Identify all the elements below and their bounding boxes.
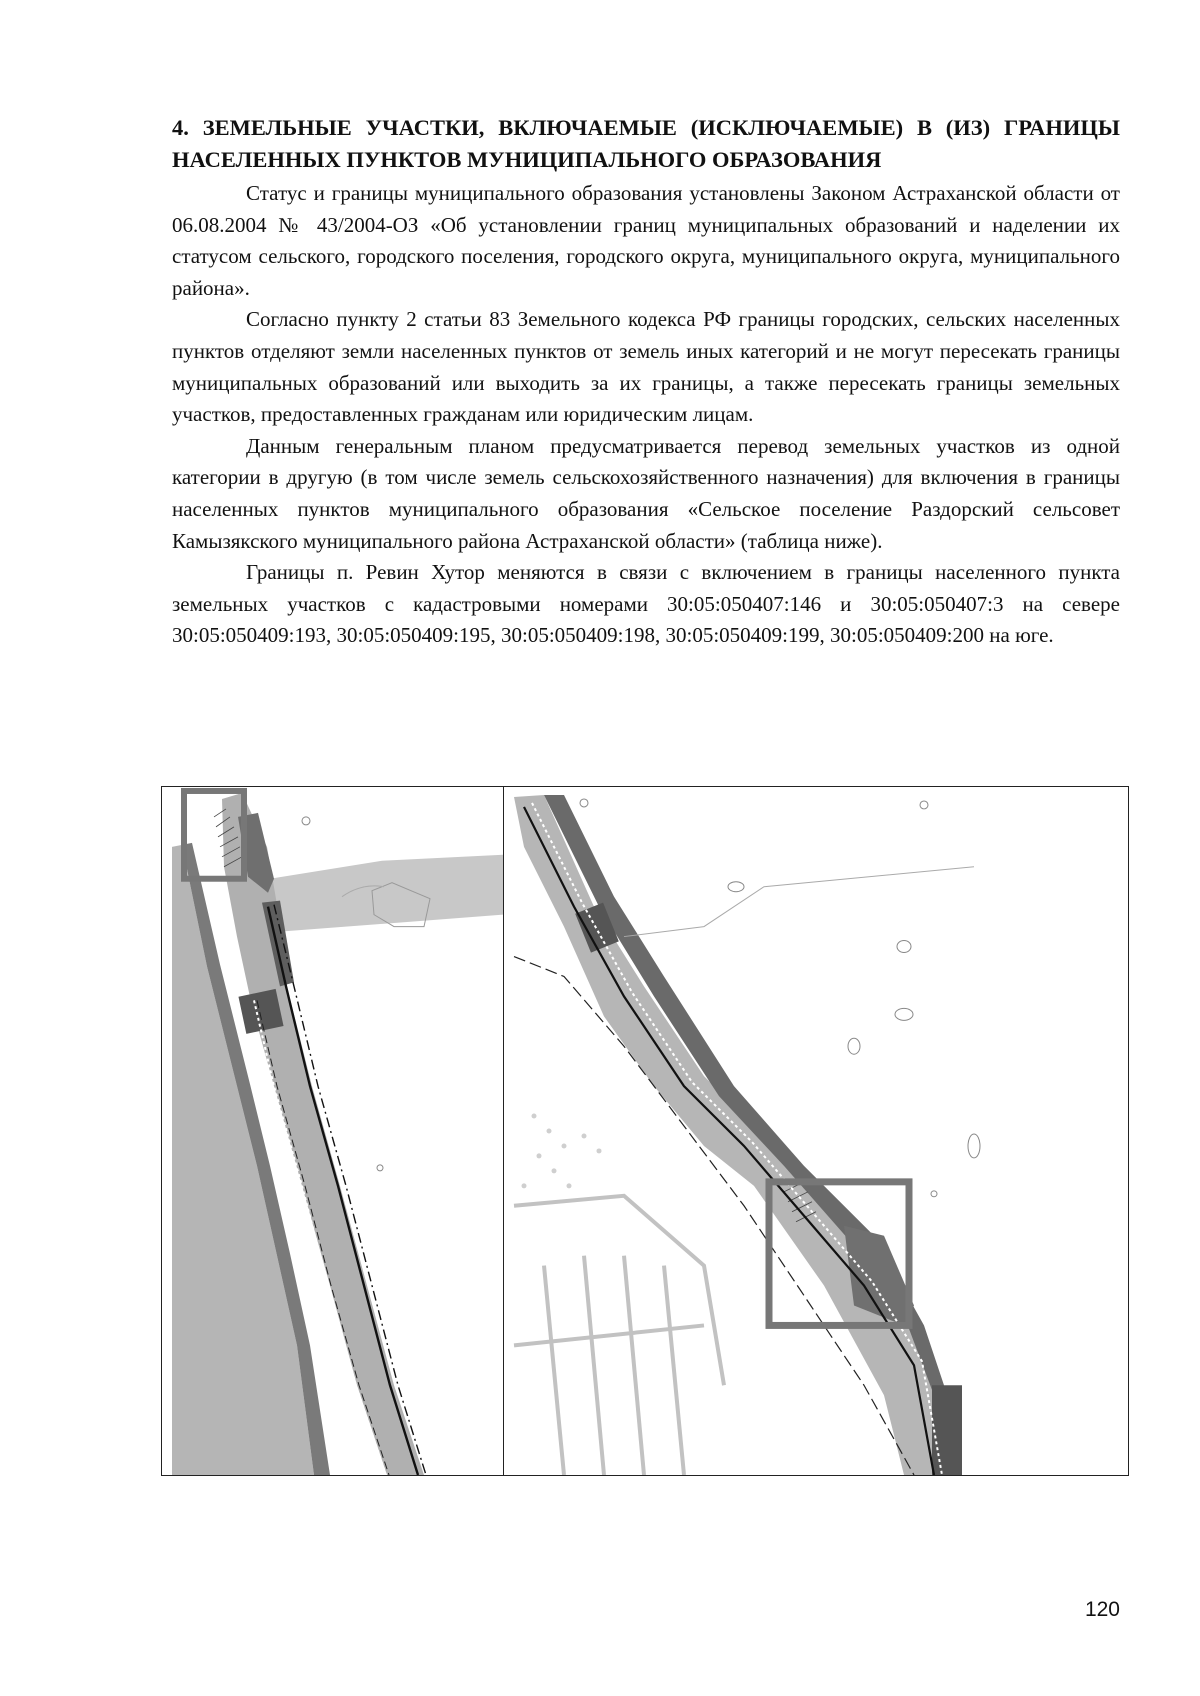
paragraph-general-plan: Данным генеральным планом предусматривается перевод земельных участков из одной категории в другую (в том числе земель сельскохозяйственного назначения) для включения в границы населенных пунктов муниципального образования «Сельское поселение Раздорский сельсовет Камызякского муниципального района Астраханской области» (таблица ниже).: [172, 433, 1120, 553]
map-figure: [161, 786, 1129, 1476]
map-north: [162, 787, 504, 1475]
page-number: 120: [1084, 1598, 1120, 1621]
body-text: [172, 178, 1120, 652]
paragraph-status: Статус и границы муниципального образования установлены Законом Астраханской области от 06.08.2004 № 43/2004-ОЗ «Об установлении границ муниципальных образований и наделении их статусом сельского, городского поселения, городского округа, муниципального округа, муниципального района».: [172, 181, 1120, 300]
section-heading: 4. ЗЕМЕЛЬНЫЕ УЧАСТКИ, ВКЛЮЧАЕМЫЕ (ИСКЛЮЧАЕМЫЕ) В (ИЗ) ГРАНИЦЫ НАСЕЛЕННЫХ ПУНКТОВ МУНИЦИПАЛЬНОГО ОБРАЗОВАНИЯ: [172, 115, 1120, 172]
paragraph-land-code: Согласно пункту 2 статьи 83 Земельного кодекса РФ границы городских, сельских населенных пунктов отделяют земли населенных пунктов от земель иных категорий и не могут пересекать границы муниципальных образований или выходить за их границы, а также пересекать границы земельных участков, предоставленных гражданам или юридическим лицам.: [172, 307, 1120, 427]
map-south: [504, 787, 1128, 1475]
map-south-drawing: [504, 787, 1128, 1475]
paragraph-revin-khutor: Границы п. Ревин Хутор меняются в связи с включением в границы населенного пункта земельных участков с кадастровыми номерами 30:05:050407:146 и 30:05:050407:3 на севере 30:05:050409:193, 30:05:050409:195, 30:05:050409:198, 30:05:050409:199, 30:05:050409:200 на юге.: [172, 560, 1120, 648]
map-north-drawing: [162, 787, 503, 1475]
